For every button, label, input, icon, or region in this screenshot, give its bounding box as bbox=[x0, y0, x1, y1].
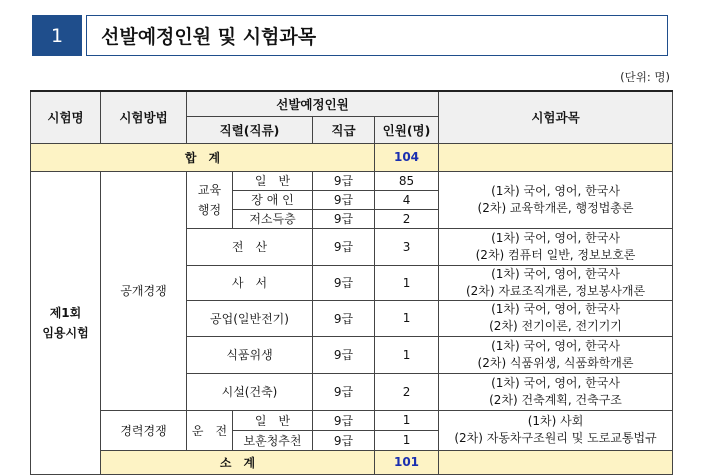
edu-admin-line2: 행정 bbox=[197, 202, 222, 217]
subject-line: (1차) 국어, 영어, 한국사 bbox=[491, 183, 620, 198]
subject-line: (2차) 컴퓨터 일반, 정보보호론 bbox=[475, 247, 636, 262]
total-count: 104 bbox=[375, 143, 439, 171]
method-open: 공개경쟁 bbox=[101, 171, 187, 410]
subject-line: (1차) 국어, 영어, 한국사 bbox=[491, 338, 620, 353]
position-cell: 공업(일반전기) bbox=[187, 300, 313, 336]
subject-line: (1차) 국어, 영어, 한국사 bbox=[491, 266, 620, 281]
table-row bbox=[31, 410, 673, 430]
career-sub-position: 일 반 bbox=[233, 410, 313, 430]
count-cell: 85 bbox=[375, 171, 439, 190]
subject-line: (2차) 자동차구조원리 및 도로교통법규 bbox=[454, 431, 657, 445]
count-cell: 1 bbox=[375, 336, 439, 373]
edu-admin-line1: 교육 bbox=[197, 182, 222, 197]
exam-name-line2: 임용시험 bbox=[42, 325, 89, 340]
subjects-cell bbox=[439, 373, 673, 410]
total-label: 합 계 bbox=[31, 143, 375, 171]
header-grade: 직급 bbox=[313, 116, 375, 143]
subject-line: (2차) 자료조직개론, 정보봉사개론 bbox=[465, 283, 646, 298]
subject-line: (2차) 교육학개론, 행정법총론 bbox=[477, 200, 634, 215]
count-cell: 1 bbox=[375, 410, 439, 430]
recruitment-table bbox=[30, 90, 673, 475]
grade-cell: 9급 bbox=[313, 190, 375, 209]
subject-line: (2차) 건축계획, 건축구조 bbox=[489, 392, 622, 407]
subtotal-empty bbox=[439, 450, 673, 474]
subtotal-row bbox=[31, 450, 673, 474]
subjects-cell bbox=[439, 228, 673, 265]
grade-cell: 9급 bbox=[313, 300, 375, 336]
grade-cell: 9급 bbox=[313, 265, 375, 300]
grade-cell: 9급 bbox=[313, 171, 375, 190]
position-cell: 식품위생 bbox=[187, 336, 313, 373]
count-cell: 1 bbox=[375, 430, 439, 450]
subtotal-count: 101 bbox=[375, 450, 439, 474]
edu-admin-label bbox=[187, 171, 233, 228]
subject-line: (1차) 국어, 영어, 한국사 bbox=[491, 375, 620, 390]
edu-sub-position: 저소득층 bbox=[233, 209, 313, 228]
grade-cell: 9급 bbox=[313, 410, 375, 430]
table-row bbox=[31, 171, 673, 190]
position-cell: 시설(건축) bbox=[187, 373, 313, 410]
grade-cell: 9급 bbox=[313, 373, 375, 410]
count-cell: 1 bbox=[375, 265, 439, 300]
subjects-cell bbox=[439, 300, 673, 336]
grade-cell: 9급 bbox=[313, 336, 375, 373]
position-cell: 전 산 bbox=[187, 228, 313, 265]
subjects-cell bbox=[439, 171, 673, 228]
unit-note: (단위: 명) bbox=[620, 70, 670, 84]
grade-cell: 9급 bbox=[313, 228, 375, 265]
section-header bbox=[32, 15, 668, 56]
header-exam-name: 시험명 bbox=[31, 91, 101, 143]
exam-name bbox=[31, 171, 101, 474]
grade-cell: 9급 bbox=[313, 430, 375, 450]
count-cell: 1 bbox=[375, 300, 439, 336]
subjects-cell bbox=[439, 265, 673, 300]
count-cell: 4 bbox=[375, 190, 439, 209]
section-title: 선발예정인원 및 시험과목 bbox=[86, 15, 668, 56]
subjects-cell bbox=[439, 336, 673, 373]
count-cell: 2 bbox=[375, 373, 439, 410]
total-empty bbox=[439, 143, 673, 171]
subject-line: (1차) 사회 bbox=[527, 414, 584, 428]
edu-sub-position: 장 애 인 bbox=[233, 190, 313, 209]
subjects-cell bbox=[439, 410, 673, 450]
career-position: 운 전 bbox=[187, 410, 233, 450]
count-cell: 3 bbox=[375, 228, 439, 265]
method-career: 경력경쟁 bbox=[101, 410, 187, 450]
subject-line: (2차) 식품위생, 식품화학개론 bbox=[477, 355, 634, 370]
subject-line: (1차) 국어, 영어, 한국사 bbox=[491, 230, 620, 245]
subject-line: (1차) 국어, 영어, 한국사 bbox=[491, 302, 620, 316]
header-exam-method: 시험방법 bbox=[101, 91, 187, 143]
section-number: 1 bbox=[32, 15, 82, 56]
header-quota-group: 선발예정인원 bbox=[187, 91, 439, 116]
career-sub-position: 보훈청추천 bbox=[233, 430, 313, 450]
header-position: 직렬(직류) bbox=[187, 116, 313, 143]
edu-sub-position: 일 반 bbox=[233, 171, 313, 190]
total-row bbox=[31, 143, 673, 171]
count-cell: 2 bbox=[375, 209, 439, 228]
position-cell: 사 서 bbox=[187, 265, 313, 300]
header-subjects: 시험과목 bbox=[439, 91, 673, 143]
grade-cell: 9급 bbox=[313, 209, 375, 228]
subject-line: (2차) 전기이론, 전기기기 bbox=[489, 319, 622, 333]
subtotal-label: 소 계 bbox=[101, 450, 375, 474]
exam-name-line1: 제1회 bbox=[49, 305, 82, 320]
header-count: 인원(명) bbox=[375, 116, 439, 143]
